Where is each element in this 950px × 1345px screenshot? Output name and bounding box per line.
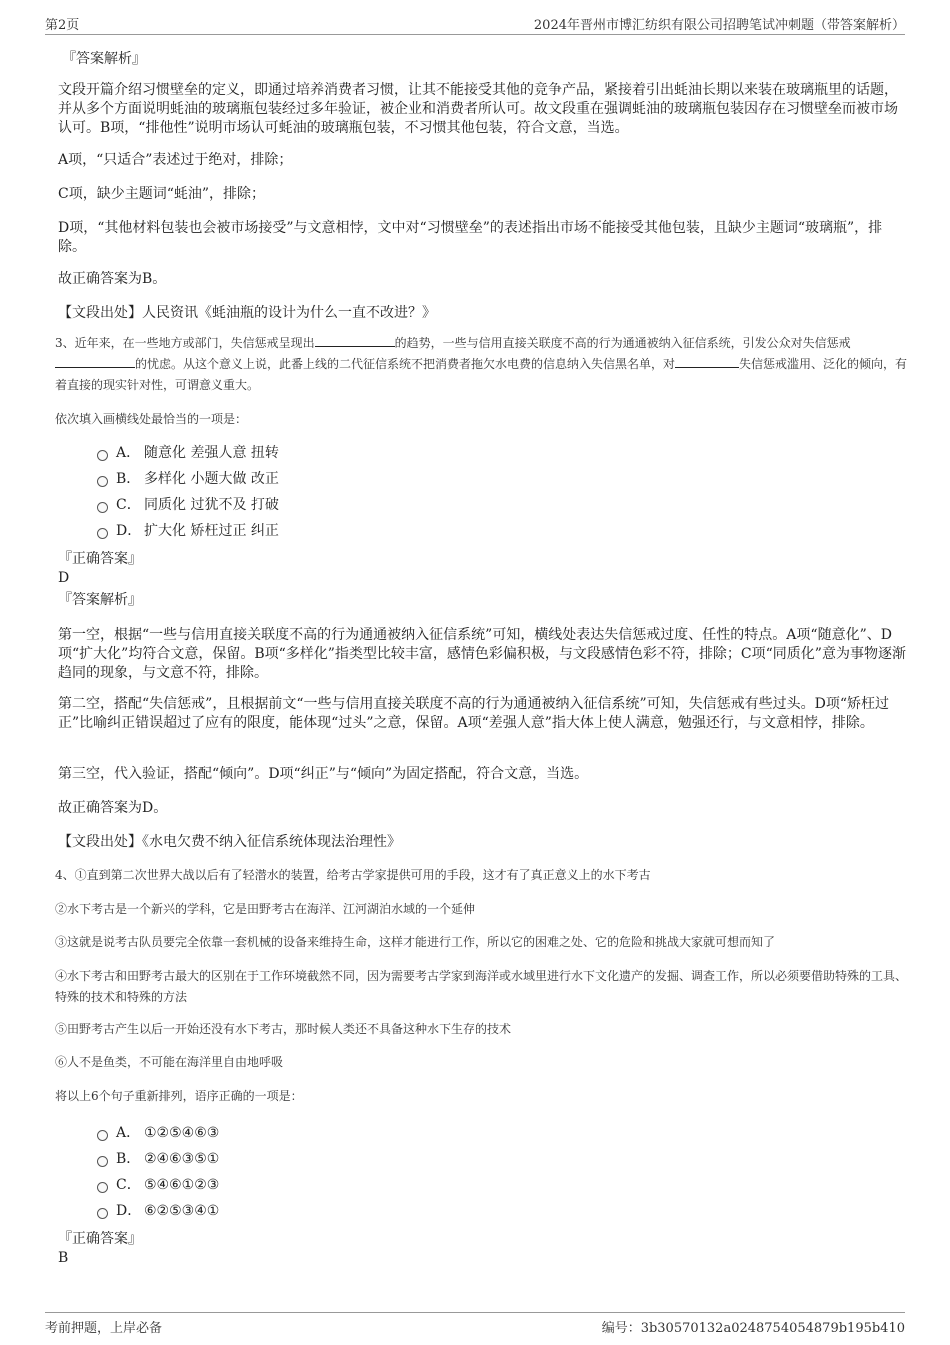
option-text: ①②⑤④⑥③ [144, 1125, 220, 1141]
option-letter: B． [116, 471, 141, 487]
q3-option-a[interactable] [97, 443, 279, 463]
q3-analysis-title: 『答案解析』 [58, 592, 142, 608]
q2-analysis-title: 『答案解析』 [62, 51, 146, 67]
q2-analysis-p3: C项，缺少主题词“蚝油”，排除； [58, 186, 266, 202]
option-letter: C． [116, 497, 141, 513]
radio-icon[interactable] [97, 1130, 108, 1141]
q2-analysis-p2: A项，“只适合”表述过于绝对，排除； [58, 152, 293, 168]
option-letter: D． [116, 523, 142, 539]
q3-option-b[interactable] [97, 469, 279, 489]
q3-analysis-p1: 第一空，根据“一些与信用直接关联度不高的行为通通被纳入征信系统”可知，横线处表达失信惩戒过度、任性的特点。A项“随意化”、D项“扩大化”均符合文意，保留。B项“多样化”指类型比较丰富，感情色彩偏积极，与文段感情色彩不符，排除；C项“同质化”意为事物逐渐趋同的现象，与文意不符，排除。 [58, 627, 906, 681]
q3-correct-answer: D [58, 570, 70, 586]
radio-icon[interactable] [97, 528, 108, 539]
option-text: ⑤④⑥①②③ [144, 1177, 220, 1193]
option-letter: A． [116, 1125, 141, 1141]
radio-icon[interactable] [97, 476, 108, 487]
q3-blank-2 [55, 354, 135, 368]
q3-stem-part3: 的忧虑。从这个意义上说，此番上线的二代征信系统不把消费者拖欠水电费的信息纳入失信黑名单，对 [135, 357, 676, 371]
q3-source: 【文段出处】《水电欠费不纳入征信系统体现法治理性》 [58, 834, 401, 850]
option-text: 同质化 过犹不及 打破 [144, 497, 279, 513]
q4-option-b[interactable] [97, 1149, 219, 1169]
q3-option-d[interactable] [97, 521, 279, 541]
page-footer [45, 1312, 905, 1341]
option-text: ②④⑥③⑤① [144, 1151, 220, 1167]
option-letter: D． [116, 1203, 142, 1219]
q3-analysis-p2: 第二空，搭配“失信惩戒”，且根据前文“一些与信用直接关联度不高的行为通通被纳入征信系统”可知，失信惩戒有些过头。D项“矫枉过正”比喻纠正错误超过了应有的限度，能体现“过头”之意，保留。A项“差强人意”指大体上使人满意，勉强还行，与文意相悖，排除。 [58, 696, 890, 731]
q4-sentence-1: 4、①直到第二次世界大战以后有了轻潜水的装置，给考古学家提供可用的手段，这才有了真正意义上的水下考古 [55, 868, 651, 882]
q4-sentence-5: ⑤田野考古产生以后一开始还没有水下考古，那时候人类还不具备这种水下生存的技术 [55, 1022, 512, 1036]
q2-analysis-p1: 文段开篇介绍习惯壁垒的定义，即通过培养消费者习惯，让其不能接受其他的竞争产品，紧接着引出蚝油长期以来装在玻璃瓶里的话题，并从多个方面说明蚝油的玻璃瓶包装经过多年验证，被企业和消费者所认可。故文段重在强调蚝油的玻璃瓶包装因存在习惯壁垒而被市场认可。B项，“排他性”说明市场认可蚝油的玻璃瓶包装，不习惯其他包装，符合文意，当选。 [58, 82, 898, 136]
q4-option-a[interactable] [97, 1123, 219, 1143]
q3-blank-1 [315, 333, 395, 347]
option-text: 多样化 小题大做 改正 [144, 471, 279, 487]
q4-correct-answer: B [58, 1250, 69, 1266]
option-text: ⑥②⑤③④① [144, 1203, 220, 1219]
q2-analysis-p4: D项，“其他材料包装也会被市场接受”与文意相悖，文中对“习惯壁垒”的表述指出市场不能接受其他包装，且缺少主题词“玻璃瓶”，排除。 [58, 220, 883, 255]
q3-stem-part1: 3、近年来，在一些地方或部门，失信惩戒呈现出 [55, 336, 315, 350]
q2-analysis-p5: 故正确答案为B。 [58, 271, 167, 287]
q3-correct-title: 『正确答案』 [58, 551, 142, 567]
footer-slogan: 考前押题，上岸必备 [45, 1321, 163, 1336]
option-text: 随意化 差强人意 扭转 [144, 445, 279, 461]
q3-analysis-p3: 第三空，代入验证，搭配“倾向”。D项“纠正”与“倾向”为固定搭配，符合文意，当选。 [58, 766, 589, 782]
option-letter: A． [116, 445, 141, 461]
q4-option-c[interactable] [97, 1175, 219, 1195]
q4-sentence-4: ④水下考古和田野考古最大的区别在于工作环境截然不同，因为需要考古学家到海洋或水域里进行水下文化遗产的发掘、调查工作，所以必须要借助特殊的工具、特殊的技术和特殊的方法 [55, 969, 908, 1004]
option-letter: C． [116, 1177, 141, 1193]
q3-prompt: 依次填入画横线处最恰当的一项是： [55, 412, 248, 426]
radio-icon[interactable] [97, 450, 108, 461]
radio-icon[interactable] [97, 1182, 108, 1193]
q4-correct-title: 『正确答案』 [58, 1231, 142, 1247]
q4-prompt: 将以上6个句子重新排列，语序正确的一项是： [55, 1089, 303, 1103]
radio-icon[interactable] [97, 502, 108, 513]
page-header [45, 14, 905, 35]
footer-serial: 编号：3b30570132a0248754054879b195b410 [601, 1321, 905, 1336]
q2-source: 【文段出处】人民资讯《蚝油瓶的设计为什么一直不改进？》 [58, 305, 436, 321]
q3-stem [55, 333, 910, 396]
radio-icon[interactable] [97, 1156, 108, 1167]
q4-sentence-3: ③这就是说考古队员要完全依靠一套机械的设备来维持生命，这样才能进行工作，所以它的困难之处、它的危险和挑战大家就可想而知了 [55, 935, 776, 949]
document-title: 2024年晋州市博汇纺织有限公司招聘笔试冲刺题（带答案解析） [533, 18, 905, 33]
q4-sentence-2: ②水下考古是一个新兴的学科，它是田野考古在海洋、江河湖泊水域的一个延伸 [55, 902, 476, 916]
q3-analysis-p4: 故正确答案为D。 [58, 800, 168, 816]
option-letter: B． [116, 1151, 141, 1167]
q4-option-d[interactable] [97, 1201, 219, 1221]
q4-sentence-6: ⑥人不是鱼类，不可能在海洋里自由地呼吸 [55, 1055, 284, 1069]
q3-stem-part2: 的趋势，一些与信用直接关联度不高的行为通通被纳入征信系统，引发公众对失信惩戒 [394, 336, 851, 350]
option-text: 扩大化 矫枉过正 纠正 [144, 523, 279, 539]
q3-stem-part4: 失信惩戒滥用、泛化的倾向，有着直接的现实针对性，可谓意义重大。 [55, 357, 908, 392]
q3-blank-3 [675, 354, 739, 368]
q3-option-c[interactable] [97, 495, 279, 515]
page-number: 第2页 [45, 18, 80, 33]
radio-icon[interactable] [97, 1208, 108, 1219]
